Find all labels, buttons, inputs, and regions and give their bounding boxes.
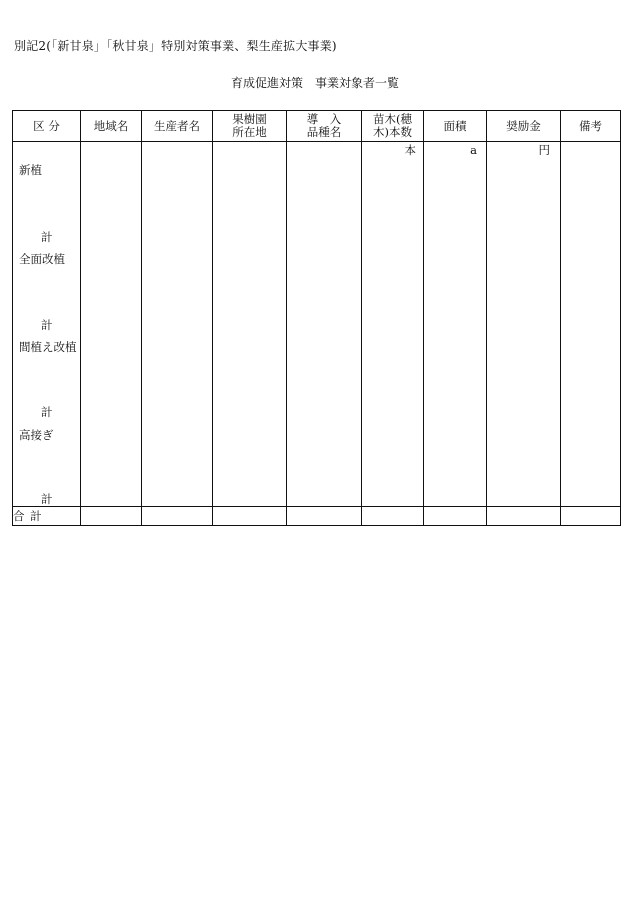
area-cell[interactable]: [424, 142, 487, 507]
category-subtotal: 計: [41, 230, 53, 244]
header-orchard-line2: 所在地: [232, 125, 267, 139]
table-header-row: [13, 111, 621, 142]
header-area: 面積: [424, 111, 487, 142]
header-category: 区 分: [13, 111, 81, 142]
category-subtotal: 計: [41, 492, 53, 506]
grand-total-row: [13, 507, 621, 526]
header-seedling-line1: 苗木(穂: [373, 112, 412, 126]
total-remarks-cell[interactable]: [561, 507, 621, 526]
total-subsidy-cell[interactable]: [487, 507, 561, 526]
header-variety-line1: 導 入: [306, 112, 342, 126]
header-region: 地域名: [81, 111, 142, 142]
header-seedling-count: [362, 111, 424, 142]
total-producer-cell[interactable]: [142, 507, 213, 526]
category-list: [13, 142, 80, 506]
total-area-cell[interactable]: [424, 507, 487, 526]
total-seedling-cell[interactable]: [362, 507, 424, 526]
header-variety: [287, 111, 362, 142]
seedling-unit: 本: [404, 143, 416, 157]
header-variety-line2: 品種名: [306, 125, 342, 139]
table-body-row: [13, 142, 621, 507]
category-cell: [13, 142, 81, 507]
target-list-table: [12, 110, 621, 526]
total-orchard-cell[interactable]: [213, 507, 287, 526]
header-orchard-location: [213, 111, 287, 142]
variety-cell[interactable]: [287, 142, 362, 507]
subsidy-cell[interactable]: [487, 142, 561, 507]
region-cell[interactable]: [81, 142, 142, 507]
category-subtotal: 計: [41, 405, 53, 419]
category-label: 高接ぎ: [19, 428, 54, 442]
category-label: 新植: [19, 163, 42, 177]
document-title: 育成促進対策 事業対象者一覧: [230, 76, 399, 90]
header-remarks: 備考: [561, 111, 621, 142]
category-label: 全面改植: [19, 252, 65, 266]
category-subtotal: 計: [41, 318, 53, 332]
seedling-count-cell[interactable]: [362, 142, 424, 507]
producer-cell[interactable]: [142, 142, 213, 507]
document-heading: 別記2(「新甘泉」「秋甘泉」特別対策事業、梨生産拡大事業): [14, 39, 337, 53]
total-variety-cell[interactable]: [287, 507, 362, 526]
header-subsidy: 奨励金: [487, 111, 561, 142]
grand-total-label: 合 計: [13, 507, 81, 526]
remarks-cell[interactable]: [561, 142, 621, 507]
total-region-cell[interactable]: [81, 507, 142, 526]
header-seedling-line2: 木)本数: [373, 125, 412, 139]
header-orchard-line1: 果樹園: [232, 112, 267, 126]
area-unit: a: [470, 143, 477, 157]
category-label: 間植え改植: [19, 340, 77, 354]
subsidy-unit: 円: [538, 143, 550, 157]
orchard-location-cell[interactable]: [213, 142, 287, 507]
header-producer: 生産者名: [142, 111, 213, 142]
